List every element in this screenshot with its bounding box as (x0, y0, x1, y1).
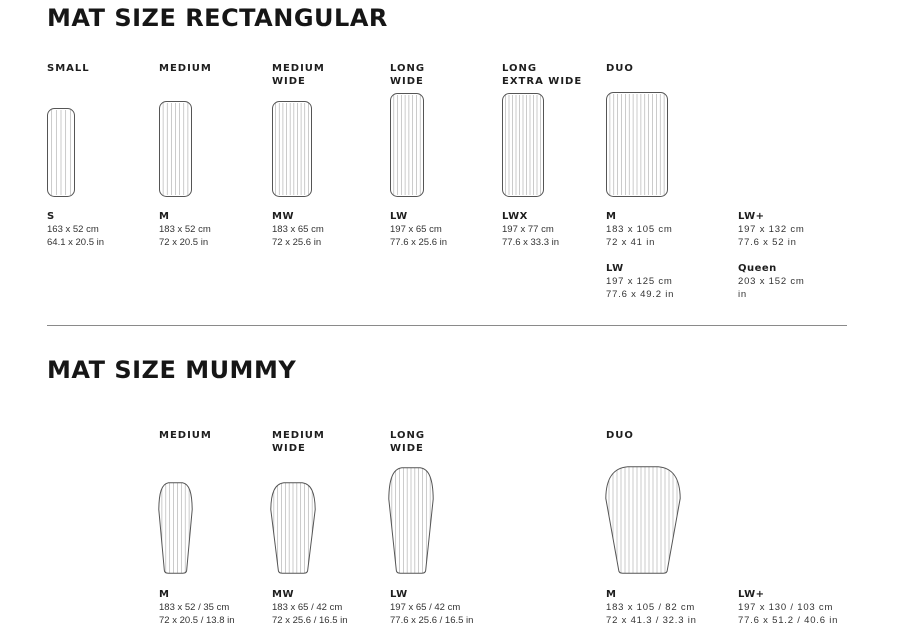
spec-imperial: 77.6 x 51.2 / 40.6 in (738, 615, 839, 626)
spec-mummy-duo-m (606, 588, 697, 627)
spec-rect-medium (159, 210, 211, 249)
mat-outline (391, 94, 424, 197)
spec-rect-duo-lw-plus (738, 210, 805, 249)
spec-metric: 183 x 65 cm (272, 224, 324, 235)
spec-imperial: 77.6 x 33.3 in (502, 237, 560, 248)
spec-code: LW (390, 589, 408, 600)
spec-metric: 203 x 152 cm (738, 276, 805, 287)
heading-line: WIDE (390, 76, 424, 87)
spec-metric: 197 x 130 / 103 cm (738, 602, 834, 613)
spec-metric: 183 x 52 cm (159, 224, 211, 235)
spec-metric: 197 x 65 cm (390, 224, 442, 235)
heading-line: MEDIUM (272, 430, 325, 441)
spec-imperial: 77.6 x 49.2 in (606, 289, 675, 300)
spec-imperial: 77.6 x 25.6 in (390, 237, 448, 248)
spec-rect-duo-queen (738, 262, 805, 301)
spec-imperial: 77.6 x 25.6 / 16.5 in (390, 615, 474, 626)
heading-line: WIDE (272, 443, 306, 454)
mummy-heading-long-wide (390, 429, 425, 455)
mummy-heading-duo (606, 429, 634, 442)
heading-line: MEDIUM (272, 63, 325, 74)
spec-mummy-medium-wide (272, 588, 348, 627)
spec-metric: 163 x 52 cm (47, 224, 99, 235)
spec-imperial: 77.6 x 52 in (738, 237, 797, 248)
spec-metric: 183 x 105 / 82 cm (606, 602, 696, 613)
heading-line: SMALL (47, 63, 90, 74)
spec-code: Queen (738, 263, 777, 274)
heading-line: DUO (606, 430, 634, 441)
mummy-heading-medium (159, 429, 212, 442)
mat-rect-medium-illustration (159, 101, 192, 197)
spec-code: MW (272, 211, 294, 222)
mat-mummy-medium-wide-illustration (270, 482, 316, 574)
spec-metric: 183 x 65 / 42 cm (272, 602, 343, 613)
spec-imperial: in (738, 289, 747, 300)
mat-mummy-medium-illustration (158, 482, 193, 574)
rect-heading-medium (159, 62, 212, 75)
mat-rect-long-extra-wide-illustration (502, 93, 544, 197)
heading-line: LONG (502, 63, 538, 74)
heading-line: WIDE (390, 443, 424, 454)
spec-metric: 197 x 125 cm (606, 276, 673, 287)
spec-imperial: 64.1 x 20.5 in (47, 237, 105, 248)
spec-rect-duo-m (606, 210, 673, 249)
section-divider (47, 325, 847, 326)
spec-code: S (47, 211, 55, 222)
rect-heading-long-wide (390, 62, 425, 88)
spec-metric: 197 x 132 cm (738, 224, 805, 235)
spec-rect-long-wide (390, 210, 447, 249)
mat-outline (273, 102, 312, 197)
spec-metric: 183 x 105 cm (606, 224, 673, 235)
mat-mummy-long-wide-illustration (388, 467, 434, 574)
rect-heading-small (47, 62, 90, 75)
heading-line: LONG (390, 430, 426, 441)
heading-line: EXTRA WIDE (502, 76, 583, 87)
spec-metric: 197 x 65 / 42 cm (390, 602, 461, 613)
mat-rect-small-illustration (47, 108, 75, 197)
spec-code: LW+ (738, 211, 765, 222)
mat-rect-medium-wide-illustration (272, 101, 312, 197)
rect-heading-medium-wide (272, 62, 325, 88)
spec-imperial: 72 x 41.3 / 32.3 in (606, 615, 697, 626)
spec-code: M (159, 211, 170, 222)
spec-rect-duo-lw (606, 262, 674, 301)
mat-rect-duo-illustration (606, 92, 668, 197)
mummy-heading-medium-wide (272, 429, 325, 455)
rect-heading-long-extra-wide (502, 62, 582, 88)
spec-metric: 197 x 77 cm (502, 224, 554, 235)
spec-rect-medium-wide (272, 210, 324, 249)
spec-imperial: 72 x 25.6 in (272, 237, 322, 248)
spec-code: M (159, 589, 170, 600)
spec-metric: 183 x 52 / 35 cm (159, 602, 230, 613)
spec-code: M (606, 211, 617, 222)
spec-imperial: 72 x 41 in (606, 237, 656, 248)
spec-code: LW+ (738, 589, 765, 600)
spec-rect-small (47, 210, 104, 249)
heading-line: WIDE (272, 76, 306, 87)
heading-line: LONG (390, 63, 426, 74)
spec-code: LW (606, 263, 624, 274)
spec-imperial: 72 x 25.6 / 16.5 in (272, 615, 348, 626)
spec-code: MW (272, 589, 294, 600)
spec-rect-long-extra-wide (502, 210, 559, 249)
spec-mummy-duo-lw-plus (738, 588, 838, 627)
heading-line: MEDIUM (159, 63, 212, 74)
heading-line: DUO (606, 63, 634, 74)
spec-code: LW (390, 211, 408, 222)
mat-rect-long-wide-illustration (390, 93, 424, 197)
spec-code: LWX (502, 211, 528, 222)
spec-code: M (606, 589, 617, 600)
spec-imperial: 72 x 20.5 in (159, 237, 209, 248)
mat-outline (159, 483, 192, 573)
heading-line: MEDIUM (159, 430, 212, 441)
mummy-title: MAT SIZE MUMMY (47, 356, 297, 384)
spec-imperial: 72 x 20.5 / 13.8 in (159, 615, 235, 626)
rectangular-title: MAT SIZE RECTANGULAR (47, 4, 388, 32)
spec-mummy-medium (159, 588, 235, 627)
rect-heading-duo (606, 62, 634, 75)
spec-mummy-long-wide (390, 588, 473, 627)
mat-mummy-duo-illustration (605, 466, 681, 574)
